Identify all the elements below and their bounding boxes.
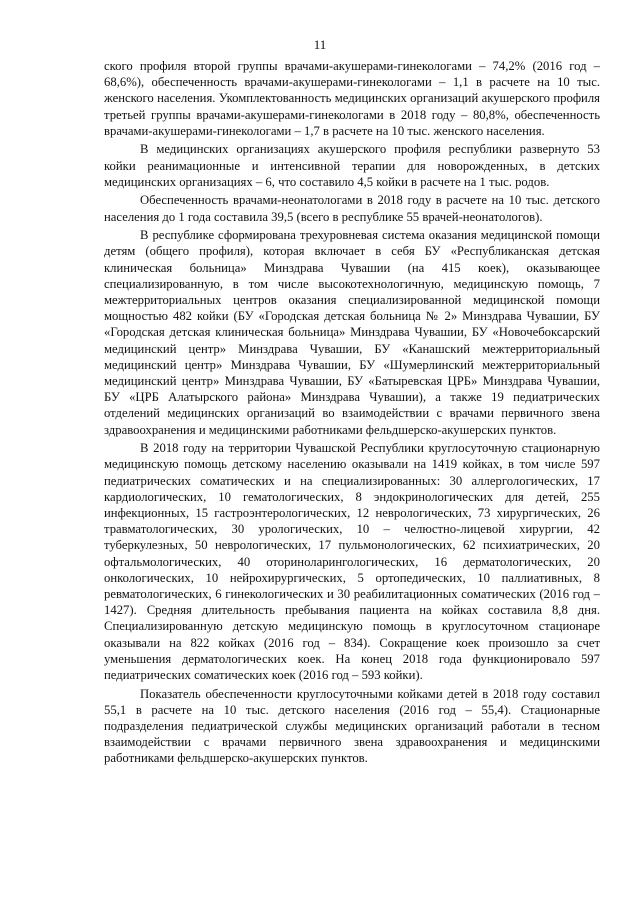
paragraph-hospital-beds: В 2018 году на территории Чувашской Республики круглосуточную стационарную медицинскую помощь детскому населению оказывали на 1419 койках, в том числе 597 педиатрических соматических и на специализированных: 30 аллергологических, 17 кардиологических, 10 гематологических, 8 эндокринологических для детей, 255 инфекционных, 15 гастроэнтерологических, 12 неврологических, 73 хирургических, 26 травматологических, 30 урологических, 10 – челюстно-лицевой хирургии, 42 туберкулезных, 50 неврологических, 17 пульмонологических, 62 психиатрических, 20 офтальмологических, 40 оториноларингологических, 16 дерматологических, 20 онкологических, 10 нейрохирургических, 5 ортопедических, 10 паллиативных, 8 ревматологических, 6 гинекологических и 30 реабилитационных соматических (2016 год – 1427). Средняя длительность пребывания пациента на койках составила 8,8 дня. Специализированную детскую медицинскую помощь в круглосуточном стационаре оказывали на 822 койках (2016 год – 834). Сокращение коек произошло за счет уменьшения дерматологических коек. На конец 2018 года функционировало 597 педиатрических соматических коек (2016 год – 593 койки). — [104, 441, 600, 683]
paragraph-neonatal-beds: В медицинских организациях акушерского профиля республики развернуто 53 койки реанимационные и интенсивной терапии для новорожденных, в детских медицинских организациях – 6, что составило 4,5 койки в расчете на 1 тыс. родов. — [104, 142, 600, 189]
paragraph-neonatologists: Обеспеченность врачами-неонатологами в 2018 году в расчете на 10 тыс. детского населения до 1 года составила 39,5 (всего в республике 55 врачей-неонатологов). — [104, 193, 600, 224]
body-text — [104, 58, 600, 767]
paragraph-bed-provision: Показатель обеспеченности круглосуточными койками детей в 2018 году составил 55,1 в расчете на 10 тыс. детского населения (2016 год – 55,4). Стационарные подразделения педиатрической службы медицинских организаций работали в тесном взаимодействии с врачами первичного звена здравоохранения и медицинскими работниками фельдшерско-акушерских пунктов. — [104, 686, 600, 766]
paragraph-three-level-system: В республике сформирована трехуровневая система оказания медицинской помощи детям (общего профиля), которая включает в себя БУ «Республиканская детская клиническая больница» Минздрава Чувашии (на 415 коек), оказывающее специализированную, в том числе высокотехнологичную, медицинскую помощь, 7 межтерриториальных центров оказания специализированной медицинской помощи мощностью 482 койки (БУ «Городская детская больница № 2» Минздрава Чувашии, БУ «Городская детская клиническая больница» Минздрава Чувашии, БУ «Новочебоксарский медицинский центр» Минздрава Чувашии, БУ «Канашский межтерриториальный медицинский центр» Минздрава Чувашии, БУ «Шумерлинский межтерриториальный медицинский центр» Минздрава Чувашии, БУ «Батыревская ЦРБ» Минздрава Чувашии, БУ «ЦРБ Алатырского района» Минздрава Чувашии), а также 19 педиатрических отделений медицинских организаций во взаимодействии с врачами первичного звена здравоохранения и медицинскими работниками фельдшерско-акушерских пунктов. — [104, 228, 600, 437]
page-number: 11 — [313, 37, 327, 52]
paragraph-continued: ского профиля второй группы врачами-акушерами-гинекологами – 74,2% (2016 год – 68,6%), обеспеченность врачами-акушерами-гинекологами – 1,1 в расчете на 10 тыс. женского населения. Укомплектованность медицинских организаций акушерского профиля третьей группы врачами-акушерами-гинекологами в 2018 году – 80,8%, обеспеченность врачами-акушерами-гинекологами – 1,7 в расчете на 10 тыс. женского населения. — [104, 59, 600, 138]
